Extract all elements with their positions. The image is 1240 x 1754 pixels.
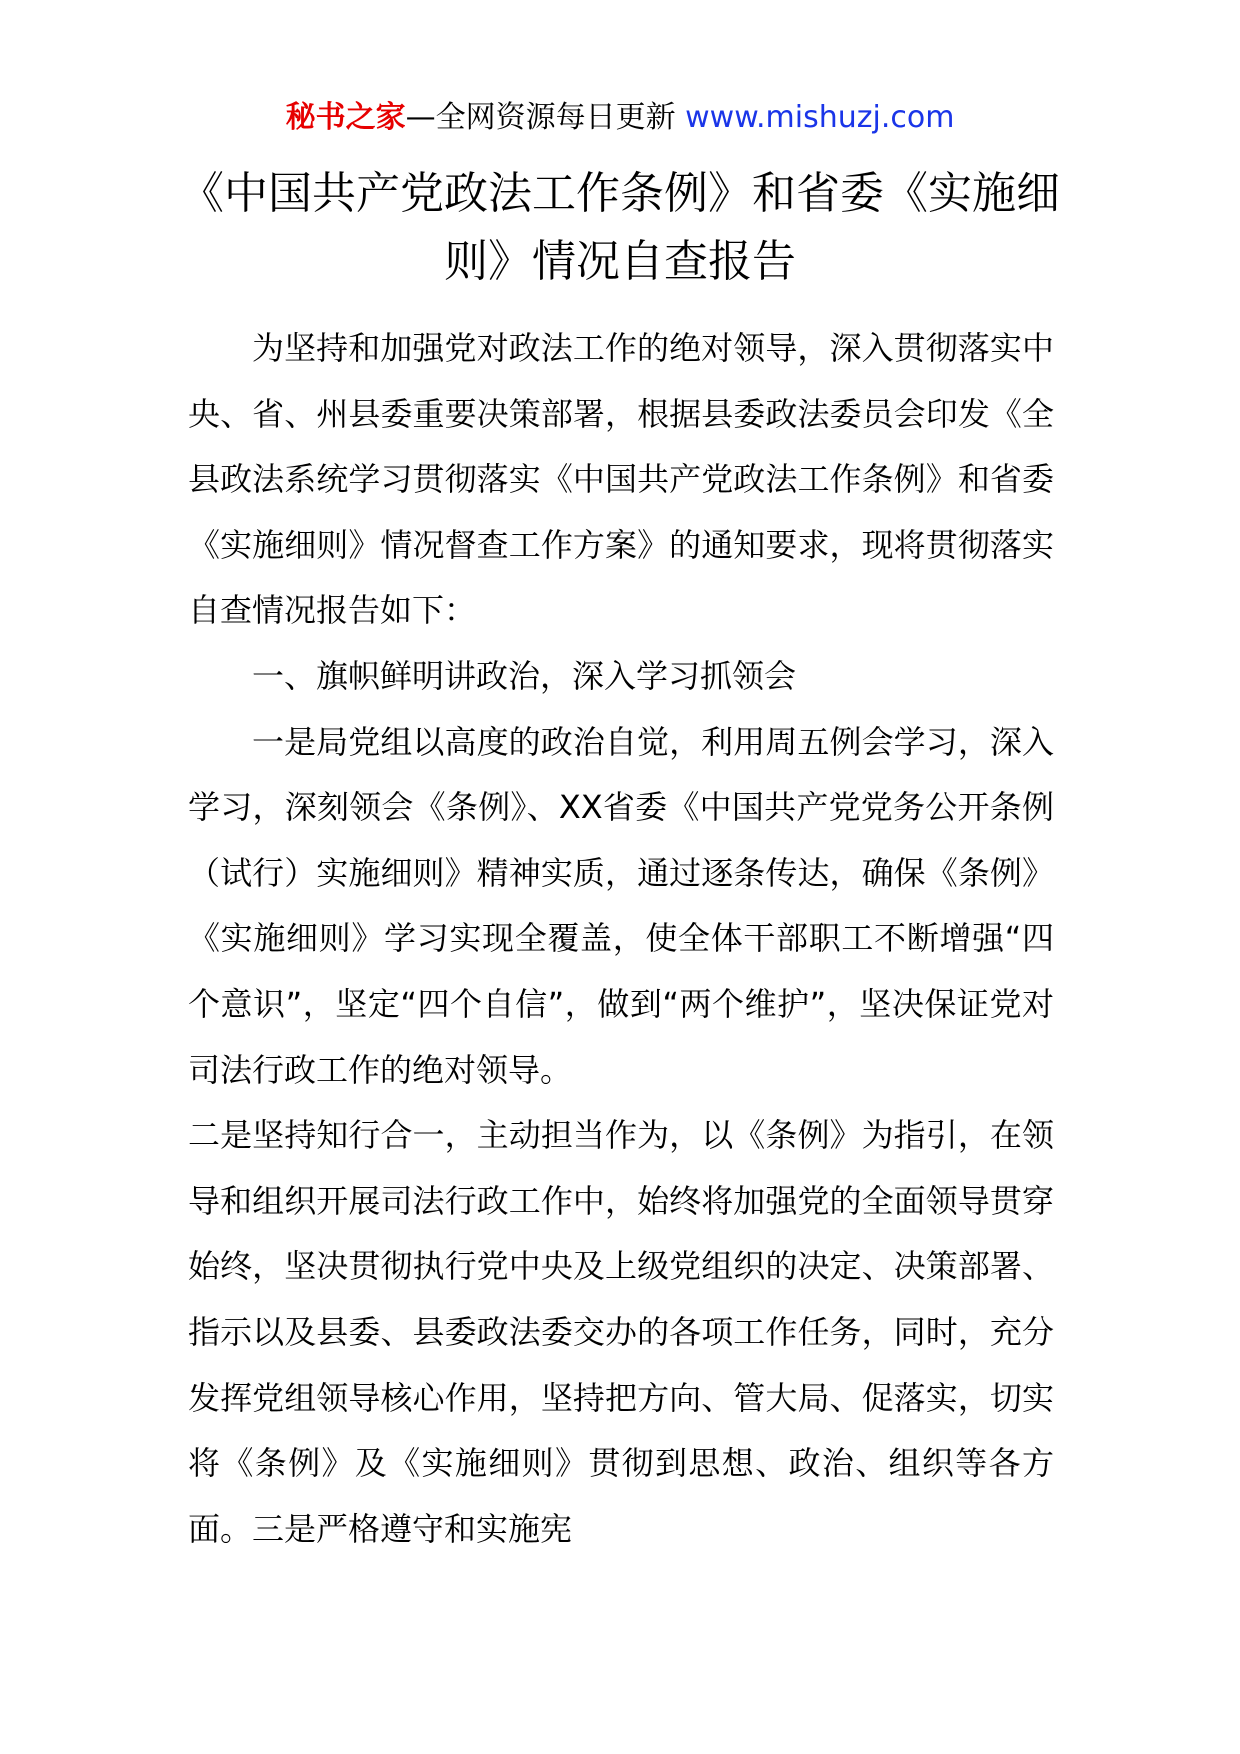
document-title: 《中国共产党政法工作条例》和省委《实施细则》情况自查报告 (180, 168, 1060, 287)
document-body (188, 316, 1054, 1562)
body-paragraph: 二是坚持知行合一，主动担当作为，以《条例》为指引，在领导和组织开展司法行政工作中，始终将加强党的全面领导贯穿始终，坚决贯彻执行党中央及上级党组织的决定、决策部署、指示以及县委、县委政法委交办的各项工作任务，同时，充分发挥党组领导核心作用，坚持把方向、管大局、促落实，切实将《条例》及《实施细则》贯彻到思想、政治、组织等各方面。三是严格遵守和实施宪 (188, 1116, 1054, 1548)
header-url[interactable]: www.mishuzj.com (685, 100, 955, 135)
section-heading: 一、旗帜鲜明讲政治，深入学习抓领会 (252, 656, 797, 695)
watermark-header (0, 98, 1240, 138)
header-dash: — (405, 100, 436, 135)
body-paragraph: 一是局党组以高度的政治自觉，利用周五例会学习，深入学习，深刻领会《条例》、XX省委《中国共产党党务公开条例（试行）实施细则》精神实质，通过逐条传达，确保《条例》《实施细则》学习实现全覆盖，使全体干部职工不断增强“四个意识”，坚定“四个自信”，做到“两个维护”，坚决保证党对司法行政工作的绝对领导。 (188, 722, 1054, 1089)
header-brand: 秘书之家 (285, 100, 406, 135)
header-tagline: 全网资源每日更新 (435, 100, 686, 135)
intro-paragraph: 为坚持和加强党对政法工作的绝对领导，深入贯彻落实中央、省、州县委重要决策部署，根据县委政法委员会印发《全县政法系统学习贯彻落实《中国共产党政法工作条例》和省委《实施细则》情况督查工作方案》的通知要求，现将贯彻落实自查情况报告如下： (188, 329, 1054, 630)
